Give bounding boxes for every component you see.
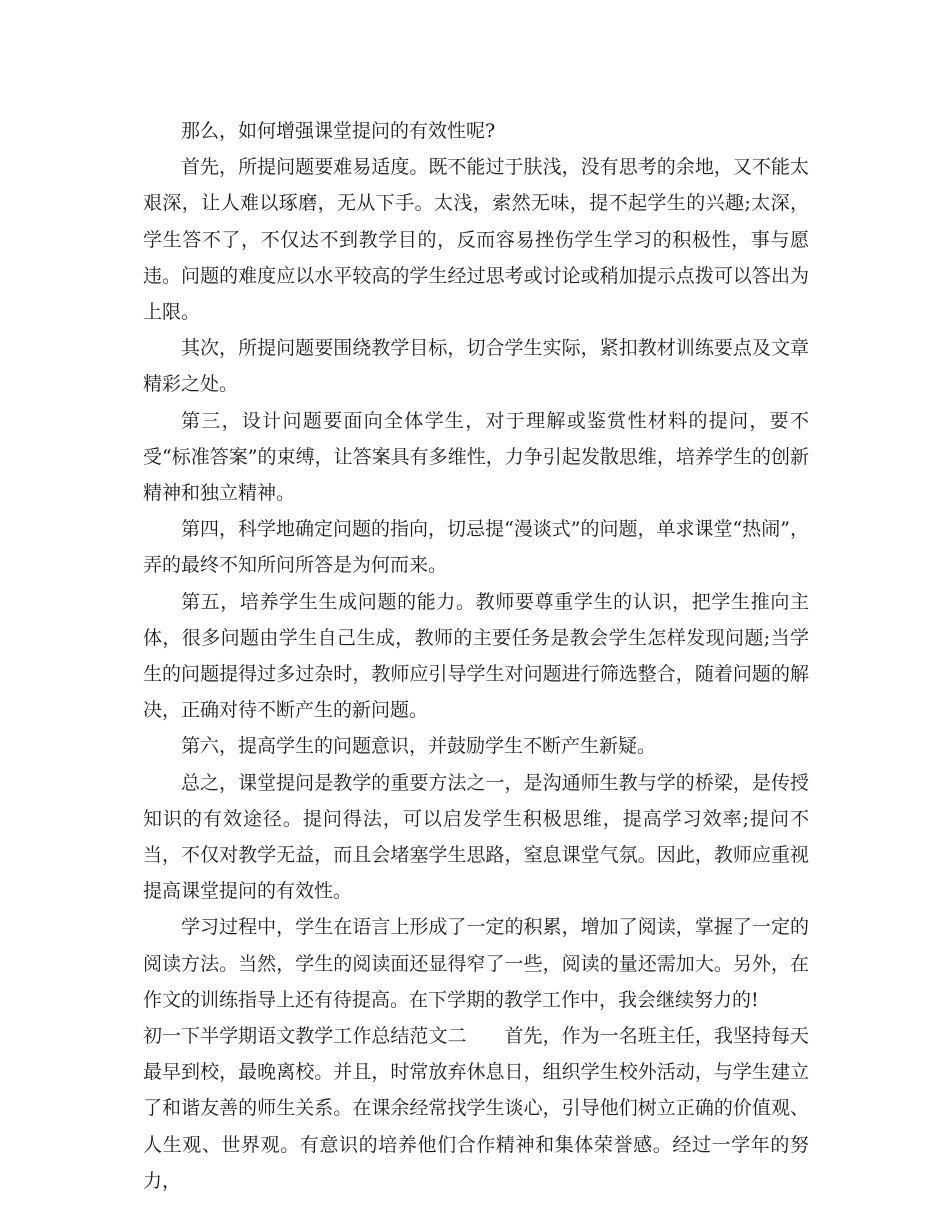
paragraph-first-point: 首先，所提问题要难易适度。既不能过于肤浅，没有思考的余地，又不能太艰深，让人难以琢磨，无从下手。太浅，索然无味，提不起学生的兴趣;太深，学生答不了，不仅达不到教学目的，反而容易挫伤学生学习的积极性，事与愿违。问题的难度应以水平较高的学生经过思考或讨论或稍加提示点拨可以答出为上限。 bbox=[143, 156, 809, 324]
paragraph-third-point: 第三，设计问题要面向全体学生，对于理解或鉴赏性材料的提问，要不受“标准答案”的束缚，让答案具有多维性，力争引起发散思维，培养学生的创新精神和独立精神。 bbox=[143, 409, 809, 505]
section-title: 初一下半学期语文教学工作总结范文二 bbox=[143, 1025, 467, 1048]
paragraph-section-two bbox=[143, 1018, 809, 1199]
document-body bbox=[143, 113, 809, 1199]
paragraph-second-point: 其次，所提问题要围绕教学目标，切合学生实际，紧扣教材训练要点及文章精彩之处。 bbox=[143, 337, 809, 396]
section-text: 首先，作为一名班主任，我坚持每天最早到校，最晚离校。并且，时常放弃休息日，组织学生校外活动，与学生建立了和谐友善的师生关系。在课余经常找学生谈心，引导他们树立正确的价值观、人生观、世界观。有意识的培养他们合作精神和集体荣誉感。经过一学年的努力， bbox=[143, 1025, 809, 1192]
paragraph-conclusion: 总之，课堂提问是教学的重要方法之一，是沟通师生教与学的桥梁，是传授知识的有效途径。提问得法，可以启发学生积极思维，提高学习效率;提问不当，不仅对教学无益，而且会堵塞学生思路，窒息课堂气氛。因此，教师应重视提高课堂提问的有效性。 bbox=[143, 771, 809, 903]
paragraph-intro-question: 那么，如何增强课堂提问的有效性呢? bbox=[181, 120, 496, 142]
paragraph-fourth-point: 第四，科学地确定问题的指向，切忌提“漫谈式”的问题，单求课堂“热闹”，弄的最终不知所问所答是为何而来。 bbox=[143, 518, 809, 577]
paragraph-learning-summary: 学习过程中，学生在语言上形成了一定的积累，增加了阅读，掌握了一定的阅读方法。当然，学生的阅读面还显得窄了一些，阅读的量还需加大。另外，在作文的训练指导上还有待提高。在下学期的教学工作中，我会继续努力的! bbox=[143, 916, 809, 1011]
paragraph-fifth-point: 第五，培养学生生成问题的能力。教师要尊重学生的认识，把学生推向主体，很多问题由学生自己生成，教师的主要任务是教会学生怎样发现问题;当学生的问题提得过多过杂时，教师应引导学生对问题进行筛选整合，随着问题的解决，正确对待不断产生的新问题。 bbox=[143, 590, 809, 722]
paragraph-sixth-point: 第六，提高学生的问题意识，并鼓励学生不断产生新疑。 bbox=[181, 735, 657, 758]
